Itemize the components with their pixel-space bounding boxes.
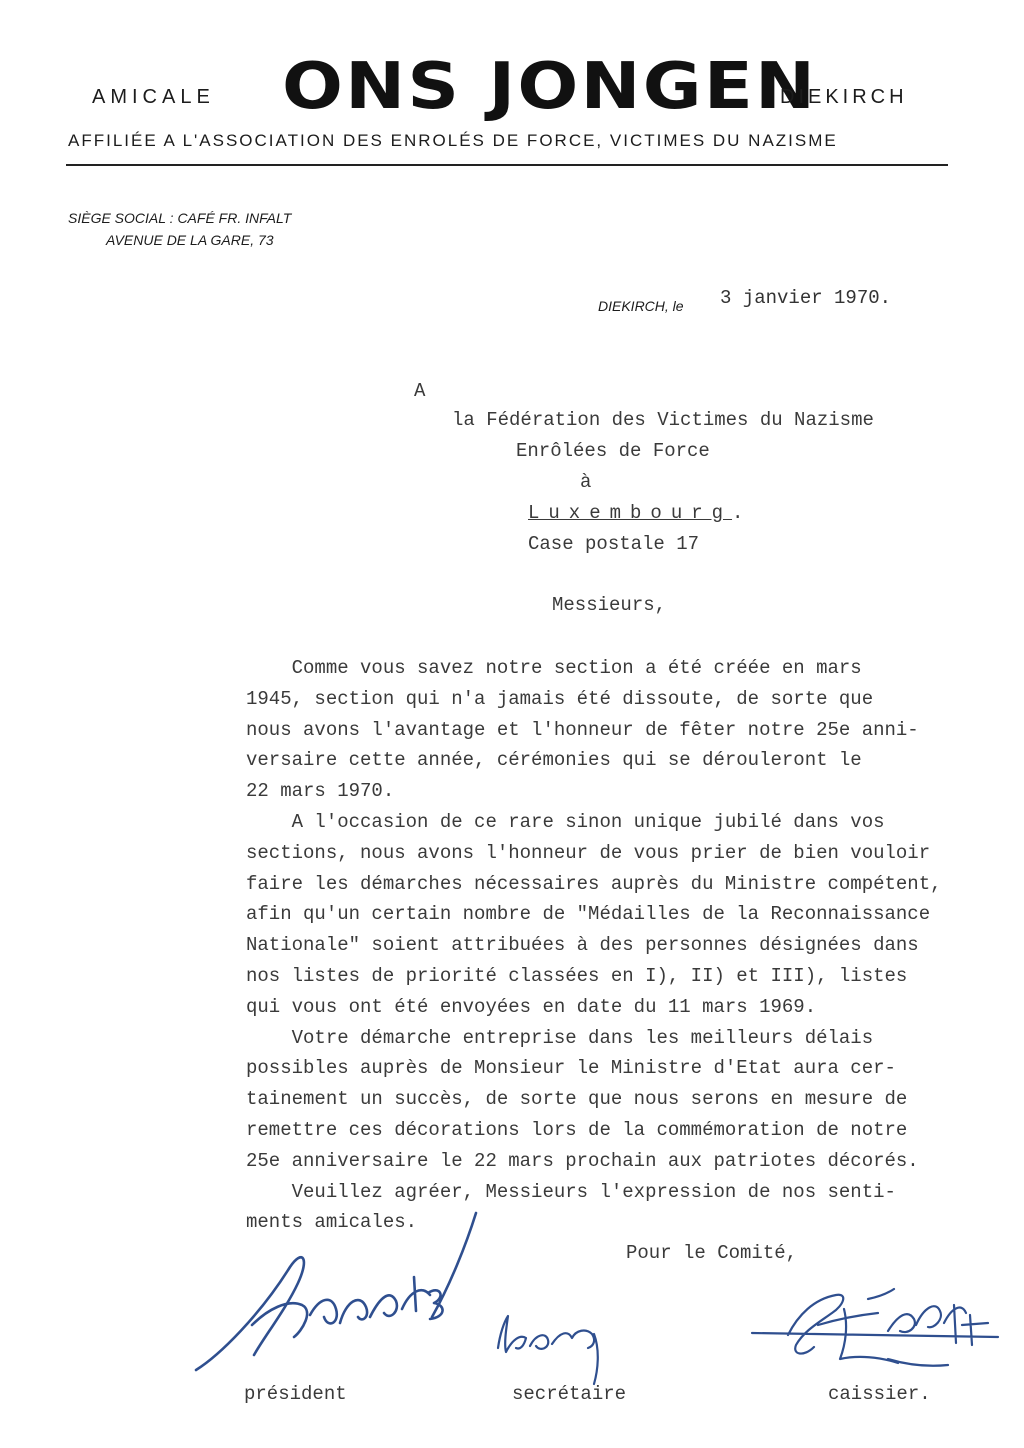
label-president: président bbox=[244, 1383, 347, 1405]
letter-body bbox=[246, 653, 1006, 1238]
recipient-postbox: Case postale 17 bbox=[528, 533, 700, 555]
body-line: possibles auprès de Monsieur le Ministre d'Etat aura cer- bbox=[246, 1057, 896, 1080]
recipient-prefix: A bbox=[414, 380, 426, 402]
body-line: qui vous ont été envoyées en date du 11 mars 1969. bbox=[246, 995, 817, 1018]
letterhead-logo: ONS JONGEN bbox=[282, 50, 818, 124]
recipient-line3: à bbox=[580, 471, 592, 493]
body-line: 25e anniversaire le 22 mars prochain aux patriotes décorés. bbox=[246, 1149, 919, 1172]
body-line: 1945, section qui n'a jamais été dissoute, de sorte que bbox=[246, 687, 874, 710]
body-line: Votre démarche entreprise dans les meilleurs délais bbox=[246, 1026, 874, 1049]
body-line: Nationale" soient attribuées à des personnes désignées dans bbox=[246, 934, 919, 957]
label-caissier: caissier. bbox=[828, 1383, 931, 1405]
registered-office bbox=[68, 207, 291, 251]
signature-president bbox=[190, 1205, 490, 1385]
body-line: faire les démarches nécessaires auprès du Ministre compétent, bbox=[246, 872, 942, 895]
body-line: versaire cette année, cérémonies qui se dérouleront le bbox=[246, 749, 862, 772]
date-value: 3 janvier 1970. bbox=[720, 287, 892, 309]
letterhead-affiliation: AFFILIÉE A L'ASSOCIATION DES ENROLÉS DE FORCE, VICTIMES DU NAZISME bbox=[68, 131, 838, 150]
recipient-city bbox=[528, 502, 743, 524]
closing: Pour le Comité, bbox=[626, 1242, 798, 1264]
body-line: A l'occasion de ce rare sinon unique jubilé dans vos bbox=[246, 810, 885, 833]
recipient-city-suffix: . bbox=[732, 502, 744, 524]
label-secretaire: secrétaire bbox=[512, 1383, 627, 1405]
letterhead-amicale: AMICALE bbox=[92, 86, 215, 108]
body-line: remettre ces décorations lors de la commémoration de notre bbox=[246, 1118, 908, 1141]
salutation: Messieurs, bbox=[552, 594, 667, 616]
body-line: ments amicales. bbox=[246, 1211, 418, 1234]
registered-office-line1: SIÈGE SOCIAL : CAFÉ FR. INFALT bbox=[68, 210, 292, 226]
body-line: afin qu'un certain nombre de "Médailles de la Reconnaissance bbox=[246, 903, 931, 926]
date-label: DIEKIRCH, le bbox=[598, 298, 684, 314]
body-line: 22 mars 1970. bbox=[246, 780, 395, 803]
body-line: sections, nous avons l'honneur de vous prier de bien vouloir bbox=[246, 841, 931, 864]
body-line: Veuillez agréer, Messieurs l'expression de nos senti- bbox=[246, 1180, 896, 1203]
signature-secretaire bbox=[490, 1300, 620, 1390]
recipient-line1: la Fédération des Victimes du Nazisme bbox=[452, 409, 874, 431]
signature-caissier bbox=[748, 1285, 1008, 1385]
letterhead-rule bbox=[66, 164, 948, 166]
letterhead-city: DIEKIRCH bbox=[780, 86, 908, 108]
body-line: nos listes de priorité classées en I), II) et III), listes bbox=[246, 964, 908, 987]
body-line: tainement un succès, de sorte que nous serons en mesure de bbox=[246, 1088, 908, 1111]
recipient-city-name: Luxembourg bbox=[528, 502, 733, 524]
body-line: Comme vous savez notre section a été créée en mars bbox=[246, 657, 862, 679]
recipient-line2: Enrôlées de Force bbox=[516, 440, 710, 462]
registered-office-line2: AVENUE DE LA GARE, 73 bbox=[106, 232, 274, 248]
body-line: nous avons l'avantage et l'honneur de fêter notre 25e anni- bbox=[246, 718, 919, 741]
